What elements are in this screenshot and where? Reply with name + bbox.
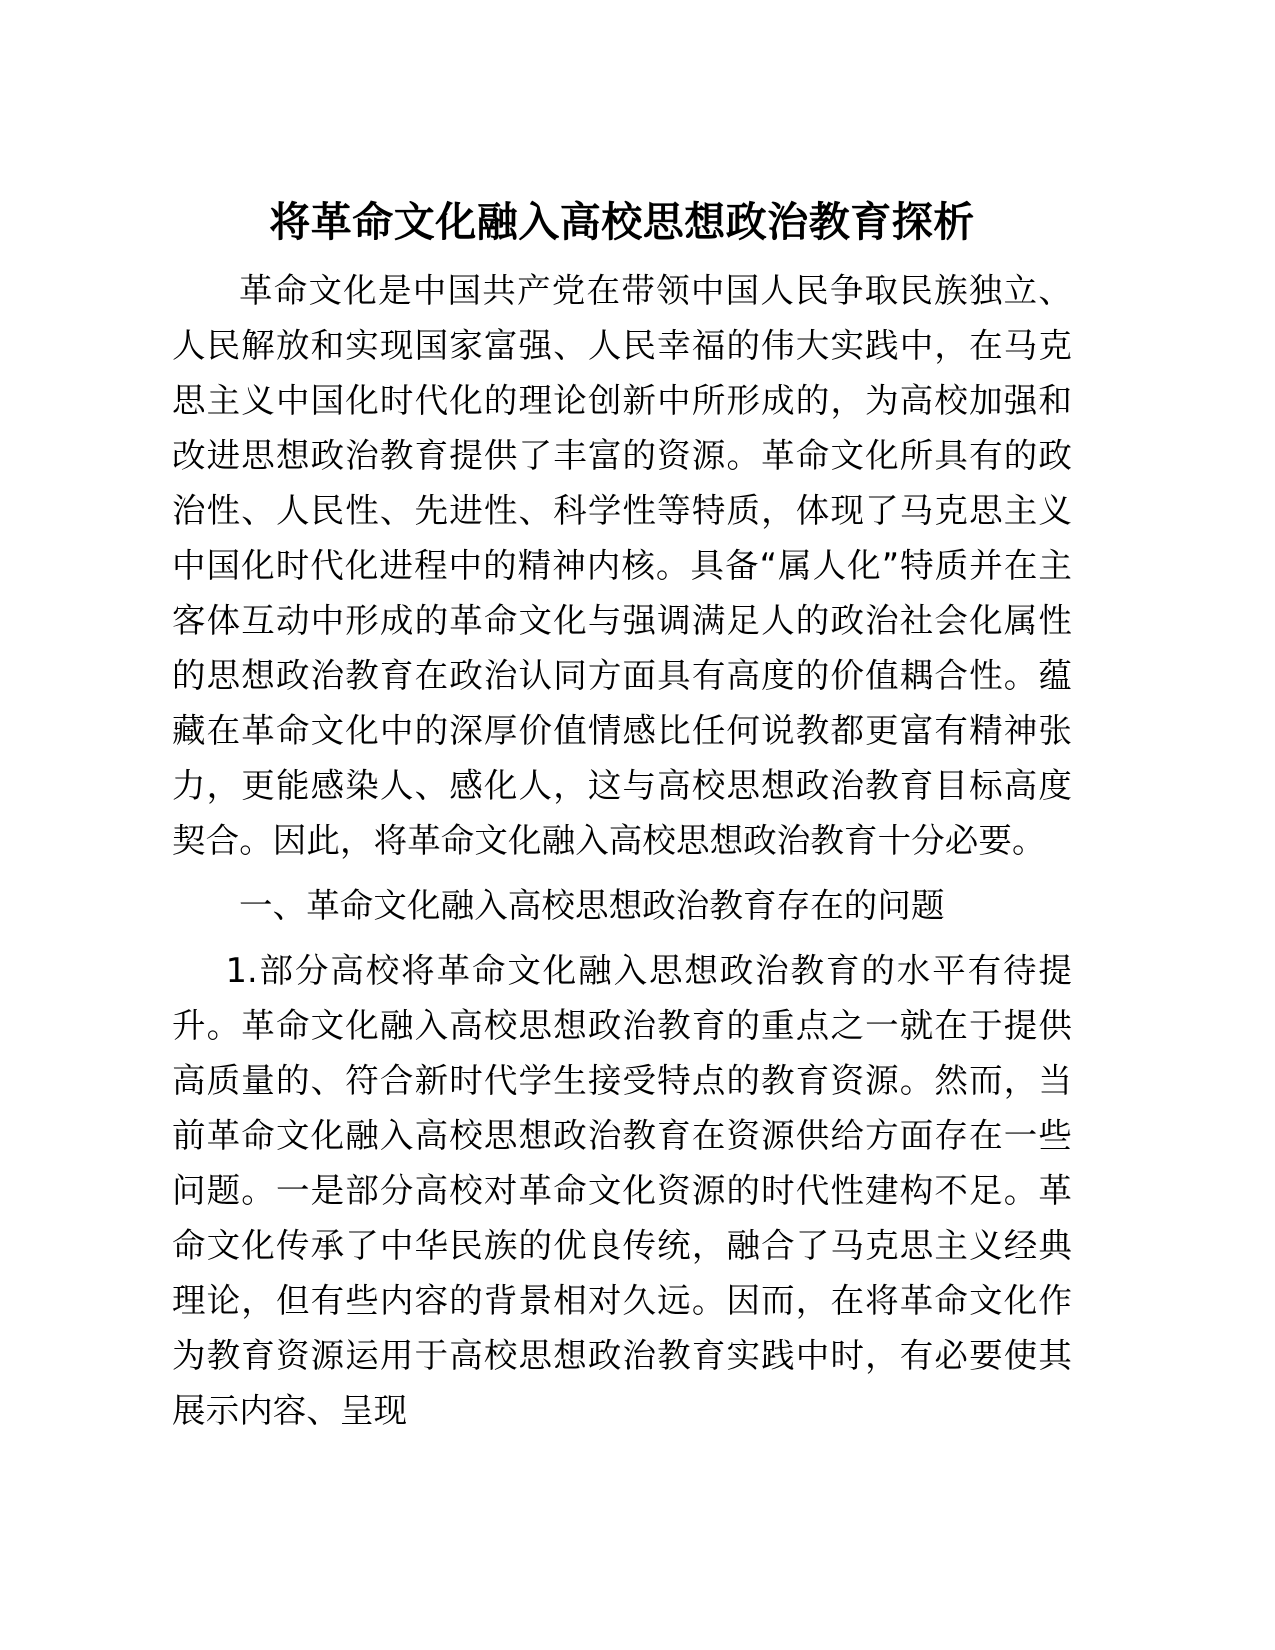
document-content — [172, 196, 1072, 1438]
paragraph-spacer — [172, 933, 1072, 943]
heading-spacer — [172, 868, 1072, 878]
page-title: 将革命文化融入高校思想政治教育探析 — [269, 198, 975, 246]
section-heading-one: 一、革命文化融入高校思想政治教育存在的问题 — [239, 886, 945, 926]
abstract-paragraph: 革命文化是中国共产党在带领中国人民争取民族独立、人民解放和实现国家富强、人民幸福的伟大实践中，在马克思主义中国化时代化的理论创新中所形成的，为高校加强和改进思想政治教育提供了丰富的资源。革命文化所具有的政治性、人民性、先进性、科学性等特质，体现了马克思主义中国化时代化进程中的精神内核。具备“属人化”特质并在主客体互动中形成的革命文化与强调满足人的政治社会化属性的思想政治教育在政治认同方面具有高度的价值耦合性。蕴藏在革命文化中的深厚价值情感比任何说教都更富有精神张力，更能感染人、感化人，这与高校思想政治教育目标高度契合。因此，将革命文化融入高校思想政治教育十分必要。 — [172, 271, 1072, 861]
numbered-paragraph-one: 1.部分高校将革命文化融入思想政治教育的水平有待提升。革命文化融入高校思想政治教育的重点之一就在于提供高质量的、符合新时代学生接受特点的教育资源。然而，当前革命文化融入高校思想政治教育在资源供给方面存在一些问题。一是部分高校对革命文化资源的时代性建构不足。革命文化传承了中华民族的优良传统，融合了马克思主义经典理论，但有些内容的背景相对久远。因而，在将革命文化作为教育资源运用于高校思想政治教育实践中时，有必要使其展示内容、呈现 — [172, 951, 1072, 1431]
